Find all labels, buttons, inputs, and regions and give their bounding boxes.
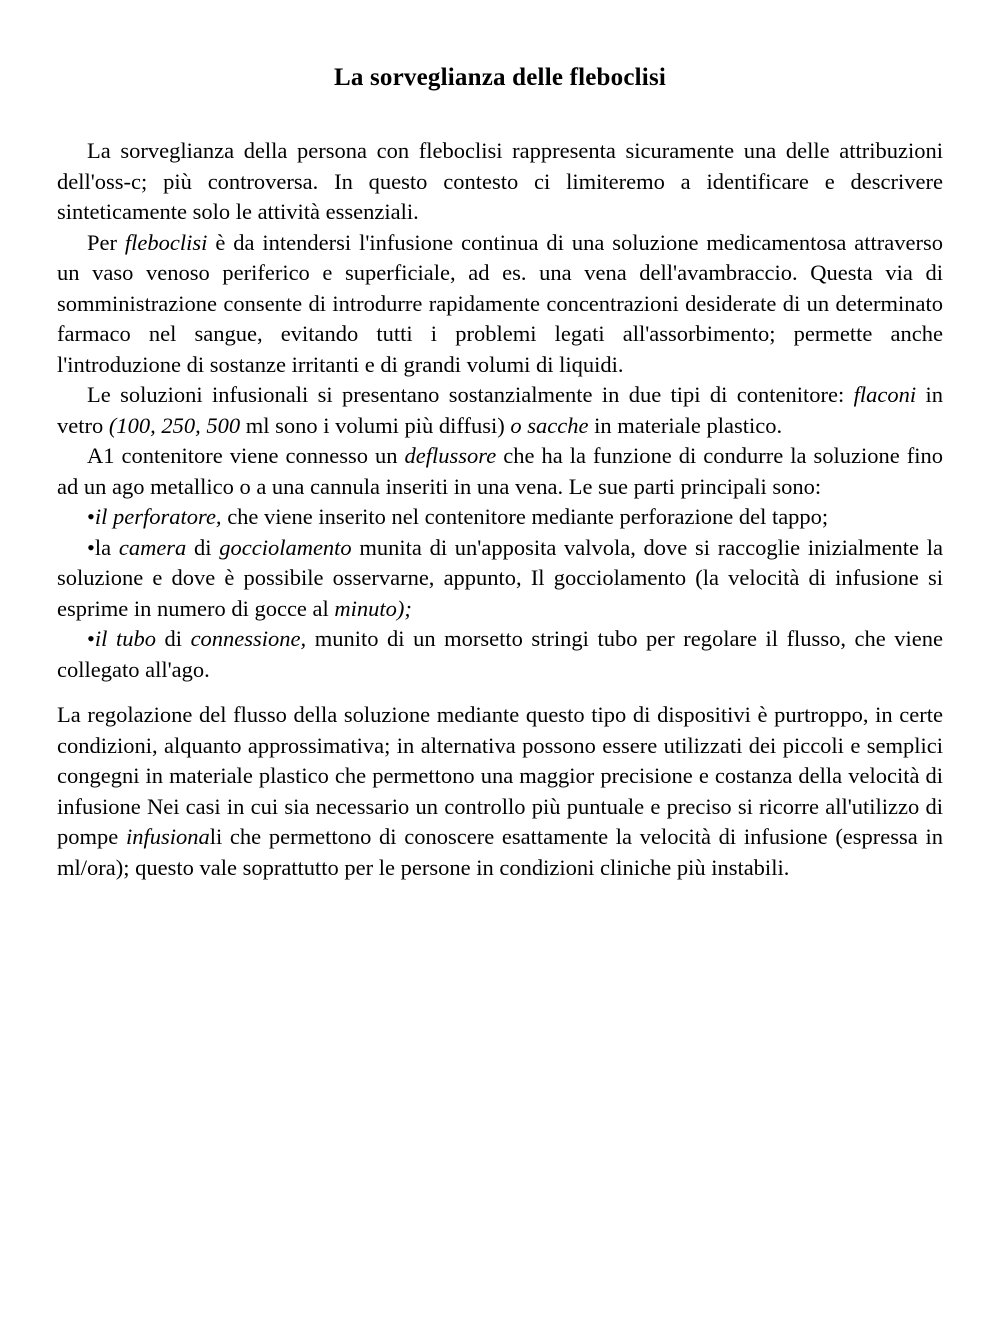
text-segment: li che permettono di conoscere esattamente la velocità di infusione (espressa in ml/ora); questo vale soprattutto per le persone in condizioni cliniche più instabili. <box>57 824 943 880</box>
text-segment: munito di un morsetto stringi tubo per regolare il flusso, che viene collegato all'ago. <box>57 626 943 682</box>
text-segment: Le soluzioni infusionali si presentano sostanzialmente in due tipi di contenitore: <box>87 382 854 407</box>
italic-text-segment: minuto); <box>334 595 412 621</box>
italic-text-segment: camera <box>118 534 187 560</box>
paragraph-soluzioni-infusionali <box>57 380 943 441</box>
italic-text-segment: flaconi <box>853 382 917 407</box>
paragraph-bullet-tubo-connessione <box>57 624 943 685</box>
italic-text-segment: o sacche <box>510 412 589 438</box>
text-segment: che ha la funzione di condurre la soluzione fino ad un ago metallico o a una cannula inseriti in una vena. Le sue parti principali sono: <box>57 443 943 499</box>
paragraph-deflussore <box>57 441 943 502</box>
text-segment: La sorveglianza della persona con fleboclisi rappresenta sicuramente una delle attribuzioni dell'oss-c; più controversa. In questo contesto ci limiteremo a identificare e descrivere sinteticamente solo le attività essenziali. <box>57 138 943 224</box>
italic-text-segment: il perforatore, <box>94 504 222 529</box>
italic-text-segment: infusiona <box>125 824 210 849</box>
text-segment: in materiale plastico. <box>588 412 783 438</box>
text-segment: • <box>87 504 95 529</box>
document-body <box>57 136 943 883</box>
text-segment: che viene inserito nel contenitore mediante perforazione del tappo; <box>221 504 829 529</box>
text-segment: in vetro <box>57 382 943 438</box>
italic-text-segment: fleboclisi <box>124 229 208 255</box>
text-segment: A1 contenitore viene connesso un <box>87 443 405 468</box>
paragraph-intro <box>57 136 943 228</box>
document-title: La sorveglianza delle fleboclisi <box>333 64 667 91</box>
italic-text-segment: deflussore <box>404 443 497 468</box>
paragraph-bullet-perforatore <box>57 502 943 533</box>
text-segment: Per <box>87 229 125 255</box>
text-segment: è da intendersi l'infusione continua di una soluzione medicamentosa attraverso un vaso venoso periferico e superficiale, ad es. una vena dell'avambraccio. Questa via di somministrazione consente di introdurre rapidamente concentrazioni desiderate di un determinato farmaco nel sangue, evitando tutti i problemi legati all'assorbimento; permette anche l'introduzione di sostanze irritanti e di grandi volumi di liquidi. <box>57 229 943 377</box>
text-segment: • <box>87 626 95 651</box>
paragraph-regolazione-flusso <box>57 700 943 883</box>
paragraph-definizione-fleboclisi <box>57 228 943 381</box>
italic-text-segment: gocciolamento <box>219 534 352 560</box>
text-segment: munita di un'apposita valvola, dove si raccoglie inizialmente la soluzione e dove è possibile osservarne, appunto, Il gocciolamento (la velocità di infusione si esprime in numero di gocce al <box>57 534 943 621</box>
text-segment: La regolazione del flusso della soluzione mediante questo tipo di dispositivi è purtroppo, in certe condizioni, alquanto approssimativa; in alternativa possono essere utilizzati dei piccoli e semplici congegni in materiale plastico che permettono una maggior precisione e costanza della velocità di infusione Nei casi in cui sia necessario un controllo più puntuale e preciso si ricorre all'utilizzo di pompe <box>57 702 943 849</box>
paragraph-bullet-camera-gocciolamento <box>57 533 943 625</box>
text-segment: ml sono i volumi più diffusi) <box>240 412 511 438</box>
text-segment: •la <box>87 534 119 560</box>
text-segment: di <box>155 626 191 651</box>
italic-text-segment: (100, 250, 500 <box>108 412 241 438</box>
italic-text-segment: connessione, <box>190 626 307 651</box>
text-segment: di <box>186 534 220 560</box>
italic-text-segment: il tubo <box>94 626 156 651</box>
